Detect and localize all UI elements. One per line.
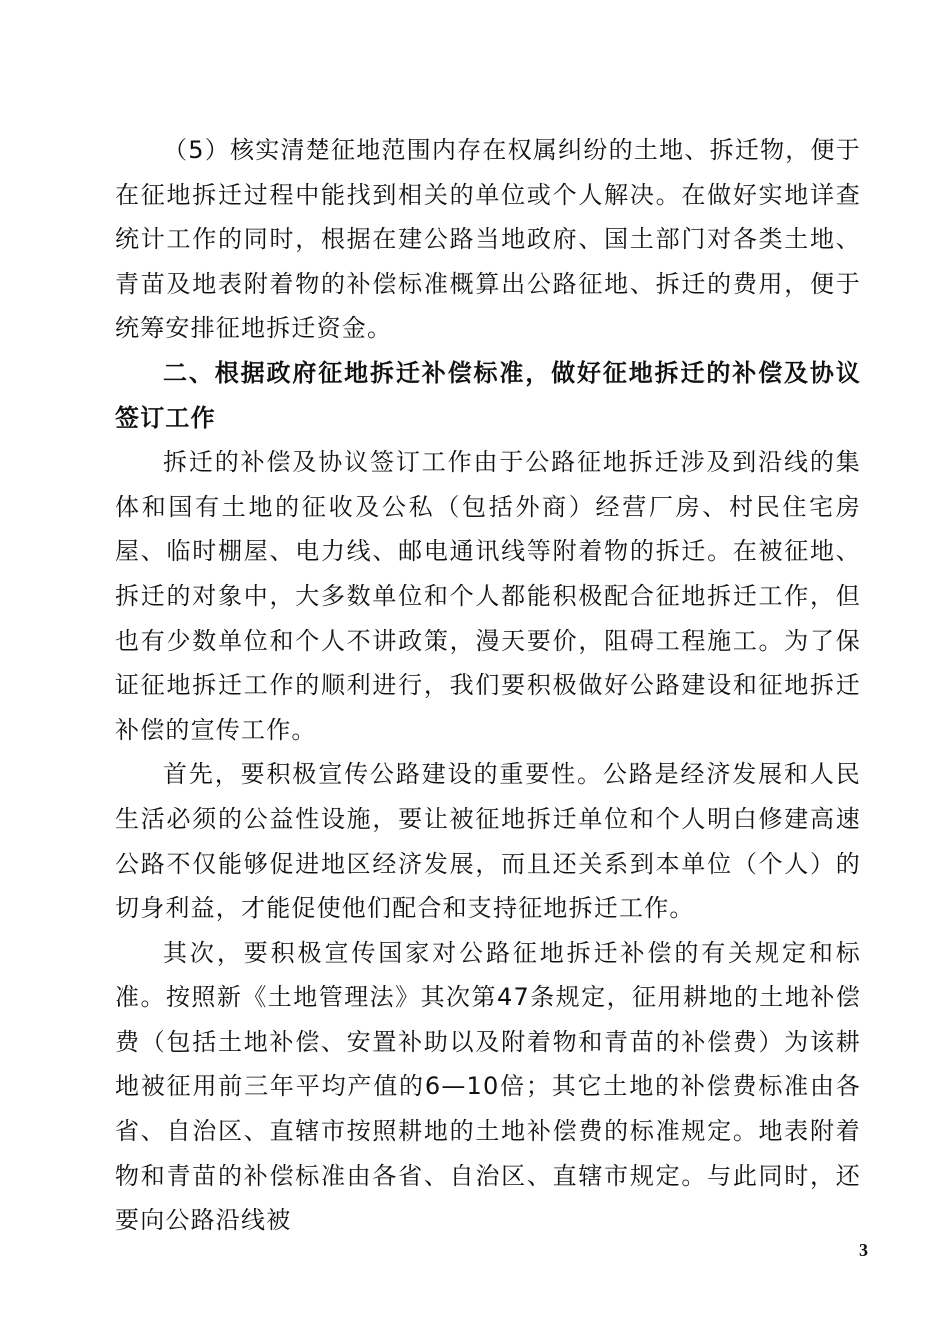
paragraph-compensation-work: 拆迁的补偿及协议签订工作由于公路征地拆迁涉及到沿线的集体和国有土地的征收及公私（包括外商）经营厂房、村民住宅房屋、临时棚屋、电力线、邮电通讯线等附着物的拆迁。在被征地、拆迁的对象中，大多数单位和个人都能积极配合征地拆迁工作，但也有少数单位和个人不讲政策，漫天要价，阻碍工程施工。为了保证征地拆迁工作的顺利进行，我们要积极做好公路建设和征地拆迁补偿的宣传工作。 — [115, 448, 861, 744]
section-heading: 二、根据政府征地拆迁补偿标准，做好征地拆迁的补偿及协议签订工作 — [115, 358, 861, 432]
document-body — [115, 128, 861, 1243]
paragraph-first-point: 首先，要积极宣传公路建设的重要性。公路是经济发展和人民生活必须的公益性设施，要让被征地拆迁单位和个人明白修建高速公路不仅能够促进地区经济发展，而且还关系到本单位（个人）的切身利益，才能促使他们配合和支持征地拆迁工作。 — [115, 760, 861, 923]
paragraph-second-point: 其次，要积极宣传国家对公路征地拆迁补偿的有关规定和标准。按照新《土地管理法》其次第47条规定，征用耕地的土地补偿费（包括土地补偿、安置补助以及附着物和青苗的补偿费）为该耕地被征用前三年平均产值的6—10倍；其它土地的补偿费标准由各省、自治区、直辖市按照耕地的土地补偿费的标准规定。地表附着物和青苗的补偿标准由各省、自治区、直辖市规定。与此同时，还要向公路沿线被 — [115, 938, 861, 1235]
page-number: 3 — [859, 1240, 868, 1260]
paragraph-verification: （5）核实清楚征地范围内存在权属纠纷的土地、拆迁物，便于在征地拆迁过程中能找到相关的单位或个人解决。在做好实地详查统计工作的同时，根据在建公路当地政府、国土部门对各类土地、青苗及地表附着物的补偿标准概算出公路征地、拆迁的费用，便于统筹安排征地拆迁资金。 — [115, 136, 861, 343]
